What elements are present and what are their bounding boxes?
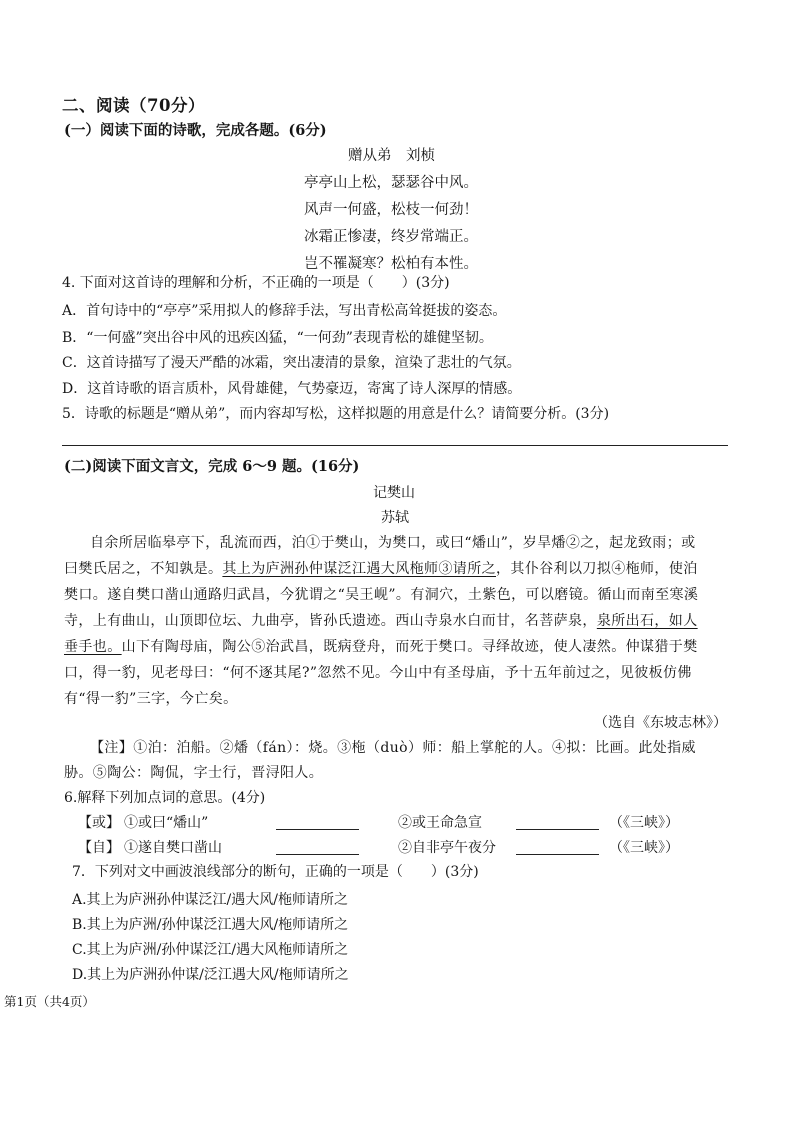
text-author: 苏轼: [381, 510, 409, 526]
question-4-stem: 4. 下面对这首诗的理解和分析，不正确的一项是（ ）(3分): [62, 275, 450, 291]
question-7-stem: 7．下列对文中画波浪线部分的断句，正确的一项是（ ）(3分): [72, 864, 479, 880]
q7-option-d: D.其上为庐洲孙仲谋/泛江遇大风/柂师请所之: [72, 967, 349, 983]
question-5: 5．诗歌的标题是“赠从弟”，而内容却写松，这样拟题的用意是什么？请简要分析。(3分): [62, 406, 610, 422]
text-source: （选自《东坡志林》）: [594, 715, 727, 731]
q7-option-b: B.其上为庐洲/孙仲谋泛江遇大风/柂师请所之: [72, 917, 349, 933]
page-footer: 第1页（共4页）: [4, 994, 95, 1009]
wavy-underline-segment: 其上为庐洲孙仲谋泛江遇大风柂师③请所之: [222, 561, 497, 577]
q6-key: 【或】: [78, 815, 120, 831]
q6-item: ①遂自樊口凿山: [124, 840, 222, 856]
emphasis-mark: 不正确: [261, 275, 304, 291]
q6-item: ②或王命急宣: [398, 815, 482, 831]
q4-option-b: B．“一何盛”突出谷中风的迅疾凶猛，“一何劲”表现青松的雄健坚韧。: [62, 330, 493, 346]
q4-option-c: C．这首诗描写了漫天严酷的冰霜，突出凄清的景象，渲染了悲壮的气氛。: [62, 355, 521, 371]
poem-line: 冰霜正惨凄，终岁常端正。: [304, 229, 478, 245]
q6-item: ①或曰“燔山”: [124, 815, 209, 831]
poem-line: 风声一何盛，松枝一何劲！: [304, 202, 478, 218]
part2-title: (二)阅读下面文言文，完成 6～9 题。(16分): [64, 458, 360, 475]
underlined-segment: 垂手也。: [64, 639, 122, 655]
question-6-stem: 6.解释下列加点词的意思。(4分): [64, 790, 266, 806]
q6-key: 【自】: [78, 840, 120, 856]
passage-line: 垂手也。山下有陶母庙，陶公⑤治武昌，既病登舟，而死于樊口。寻绎故迹，使人凄然。仲谋猎于樊: [64, 639, 698, 655]
answer-blank[interactable]: [276, 829, 359, 830]
q6-item: ②自非亭午夜分: [398, 840, 496, 856]
passage-line: 口，得一豹，见老母曰：“何不逐其尾?”忽然不见。今山中有圣母庙，予十五年前过之，见彼板仿佛: [64, 665, 692, 681]
passage-line: 曰樊氏居之，不知孰是。其上为庐洲孙仲谋泛江遇大风柂师③请所之，其仆谷利以刀拟④柂师，使泊: [64, 561, 698, 577]
part1-title: (一）阅读下面的诗歌，完成各题。(6分): [64, 122, 327, 139]
poem-line: 亭亭山上松，瑟瑟谷中风。: [304, 175, 478, 191]
passage-line: 樊口。遂自樊口凿山通路归武昌，今犹谓之“吴王岘”。有洞穴，土紫色，可以磨镜。循山而南至寒溪: [64, 587, 699, 603]
passage-line: 有“得一豹”三字，今亡矣。: [64, 691, 238, 707]
q7-option-a: A.其上为庐洲孙仲谋泛江/遇大风/柂师请所之: [72, 892, 348, 908]
q4-option-d: D．这首诗歌的语言质朴，风骨雄健，气势豪迈，寄寓了诗人深厚的情感。: [62, 381, 522, 397]
answer-blank[interactable]: [516, 829, 599, 830]
passage-line: 寺，上有曲山，山顶即位坛、九曲亭，皆孙氏遗迹。西山寺泉水白而甘，名菩萨泉，泉所出石，如人: [64, 613, 698, 629]
q6-ref: （《三峡》）: [609, 840, 679, 856]
q7-option-c: C.其上为庐洲/孙仲谋泛江/遇大风柂师请所之: [72, 942, 349, 958]
passage-line: 自余所居临皋亭下，乱流而西，泊①于樊山，为樊口，或曰“燔山”，岁旱燔②之，起龙致雨；或: [90, 535, 696, 551]
section-divider: [62, 445, 728, 446]
text-title: 记樊山: [373, 485, 415, 501]
answer-blank[interactable]: [516, 854, 599, 855]
section-title: 二、阅读（70分）: [62, 96, 205, 115]
poem-title: 赠从弟 刘桢: [348, 148, 435, 164]
q4-option-a: A．首句诗中的“亭亭”采用拟人的修辞手法，写出青松高耸挺拔的姿态。: [62, 303, 507, 319]
footnote-line: 胁。⑤陶公：陶侃，字士行，晋浔阳人。: [64, 765, 324, 781]
poem-line: 岂不罹凝寒？松柏有本性。: [304, 256, 478, 272]
underlined-segment: 泉所出石，如人: [596, 613, 698, 629]
q6-ref: （《三峡》）: [609, 815, 679, 831]
answer-blank[interactable]: [276, 854, 359, 855]
footnote-line: 【注】①泊：泊船。②燔（fán）：烧。③柂（duò）师：船上掌舵的人。④拟：比画。此处指威: [90, 740, 696, 756]
emphasis-mark: 正确: [304, 864, 333, 880]
